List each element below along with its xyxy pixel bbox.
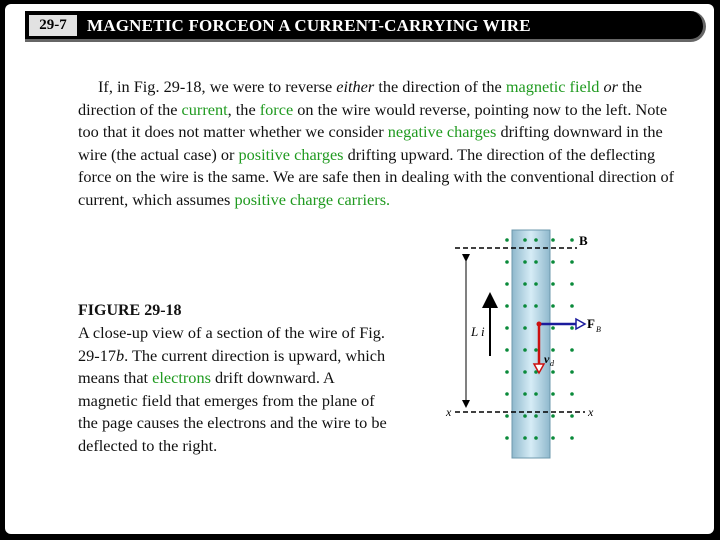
field-dot bbox=[570, 370, 574, 374]
term-positive-charge-carriers: positive charge carriers. bbox=[234, 189, 391, 209]
label-L: L bbox=[471, 324, 479, 339]
field-dot bbox=[505, 392, 509, 396]
field-dot bbox=[534, 414, 538, 418]
field-dot bbox=[551, 238, 555, 242]
field-dot bbox=[551, 304, 555, 308]
term-electrons: electrons bbox=[152, 368, 211, 387]
field-dot bbox=[523, 260, 527, 264]
field-dot bbox=[523, 348, 527, 352]
field-dot bbox=[570, 260, 574, 264]
term-positive-charges: positive charges bbox=[238, 144, 344, 164]
field-dot bbox=[505, 238, 509, 242]
section-number: 29-7 bbox=[29, 15, 77, 36]
field-dot bbox=[551, 436, 555, 440]
field-dot bbox=[570, 436, 574, 440]
field-dot bbox=[534, 238, 538, 242]
field-dot bbox=[505, 304, 509, 308]
caption-text: drift downward. A magnetic field that emerges from the plane of the page causes the electrons and the wire to be deflected to the right. bbox=[78, 368, 387, 455]
field-dot bbox=[505, 414, 509, 418]
caption-text: A close-up view of a section of the wire of Fig. 29-17 bbox=[78, 323, 386, 365]
field-dot bbox=[505, 370, 509, 374]
field-dot bbox=[570, 348, 574, 352]
field-dot bbox=[534, 348, 538, 352]
field-dot bbox=[551, 370, 555, 374]
field-dot bbox=[523, 392, 527, 396]
text-run: the direction of the bbox=[78, 77, 642, 119]
field-dot bbox=[505, 348, 509, 352]
text-run-italic: or bbox=[603, 77, 618, 96]
field-dot bbox=[570, 304, 574, 308]
label-F: F bbox=[587, 316, 595, 331]
field-dot bbox=[551, 348, 555, 352]
field-dot bbox=[534, 436, 538, 440]
field-dot bbox=[570, 238, 574, 242]
section-title: MAGNETIC FORCEON A CURRENT-CARRYING WIRE bbox=[87, 16, 531, 35]
field-dot bbox=[534, 304, 538, 308]
field-dot bbox=[570, 326, 574, 330]
field-dot bbox=[523, 414, 527, 418]
label-x-right: x bbox=[588, 405, 594, 419]
body-paragraph bbox=[78, 76, 678, 211]
section-header-bar bbox=[25, 11, 706, 42]
text-run: drifting upward. The direction of the deflecting force on the wire is the same. We are safe then in dealing with the conventional direction of current, which assumes bbox=[78, 144, 675, 209]
figure-label: FIGURE 29-18 bbox=[78, 302, 182, 319]
field-dot bbox=[570, 392, 574, 396]
force-arrow-head bbox=[576, 319, 585, 329]
field-dot bbox=[551, 326, 555, 330]
field-dot bbox=[523, 326, 527, 330]
field-dot bbox=[505, 260, 509, 264]
field-dot bbox=[523, 304, 527, 308]
text-run: drifting downward in the wire (the actual case) or bbox=[78, 122, 663, 164]
field-dot bbox=[505, 436, 509, 440]
field-dot bbox=[534, 282, 538, 286]
field-dot bbox=[523, 370, 527, 374]
caption-text: . The current direction is upward, which means that bbox=[78, 345, 386, 387]
wire-diagram bbox=[445, 228, 605, 460]
field-dot bbox=[551, 414, 555, 418]
text-run: , the bbox=[227, 99, 260, 119]
label-i: i bbox=[481, 324, 485, 339]
field-dot bbox=[523, 282, 527, 286]
field-dot bbox=[570, 282, 574, 286]
field-dot bbox=[505, 326, 509, 330]
field-dot bbox=[551, 392, 555, 396]
label-v-subscript: d bbox=[550, 359, 554, 368]
text-run-italic: either bbox=[336, 77, 375, 96]
field-dot bbox=[523, 238, 527, 242]
text-run: the direction of the bbox=[374, 77, 506, 96]
term-magnetic-field: magnetic field bbox=[505, 77, 600, 96]
wire-segment bbox=[512, 230, 550, 458]
label-F-subscript: B bbox=[596, 325, 601, 334]
field-dot bbox=[523, 436, 527, 440]
field-dot bbox=[551, 260, 555, 264]
field-dot bbox=[570, 414, 574, 418]
label-B: B bbox=[579, 233, 588, 248]
field-dot bbox=[534, 260, 538, 264]
caption-italic: b bbox=[115, 345, 125, 365]
term-force: force bbox=[259, 99, 294, 119]
term-current: current bbox=[181, 99, 228, 119]
field-dot bbox=[551, 282, 555, 286]
field-dot bbox=[534, 392, 538, 396]
term-negative-charges: negative charges bbox=[387, 122, 497, 141]
label-x-left: x bbox=[446, 405, 452, 419]
figure-caption bbox=[78, 322, 388, 457]
label-v: v bbox=[544, 352, 550, 366]
text-run: on the wire would reverse, pointing now to the left. Note too that it does not matter whether we consider bbox=[78, 99, 668, 141]
charge-point bbox=[537, 322, 542, 327]
field-dot bbox=[505, 282, 509, 286]
slide bbox=[5, 4, 714, 534]
text-run: If, in Fig. 29-18, we were to reverse bbox=[98, 77, 337, 96]
